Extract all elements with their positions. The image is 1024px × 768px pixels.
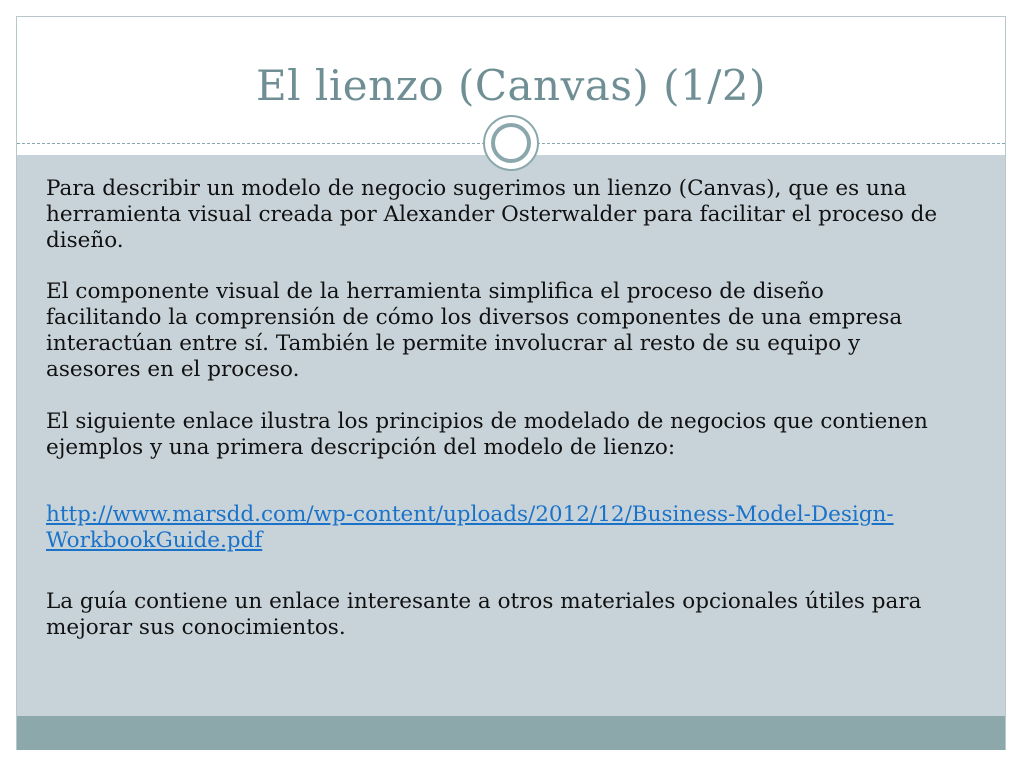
- ring-ornament-inner: [491, 123, 531, 163]
- ring-ornament-icon: [483, 115, 539, 171]
- workbook-guide-link[interactable]: http://www.marsdd.com/wp-content/uploads/2012/12/Business-Model-Design-WorkbookGuide.pdf: [46, 502, 894, 553]
- bottom-band: [17, 716, 1005, 750]
- paragraph-visual-component: El componente visual de la herramienta simplifica el proceso de diseño facilitando la comprensión de cómo los diversos componentes de una empresa interactúan entre sí. También le permite involucrar al resto de su equipo y asesores en el proceso.: [46, 279, 903, 382]
- paragraph-intro: Para describir un modelo de negocio sugerimos un lienzo (Canvas), que es una herramienta visual creada por Alexander Osterwalder para facilitar el proceso de diseño.: [46, 176, 938, 253]
- paragraph-link-wrapper: [46, 502, 946, 554]
- slide-title: El lienzo (Canvas) (1/2): [255, 61, 766, 110]
- paragraph-link-intro: El siguiente enlace ilustra los principios de modelado de negocios que contienen ejemplos y una primera descripción del modelo de lienzo:: [46, 409, 928, 460]
- paragraph-guide-note: La guía contiene un enlace interesante a otros materiales opcionales útiles para mejorar sus conocimientos.: [46, 589, 922, 640]
